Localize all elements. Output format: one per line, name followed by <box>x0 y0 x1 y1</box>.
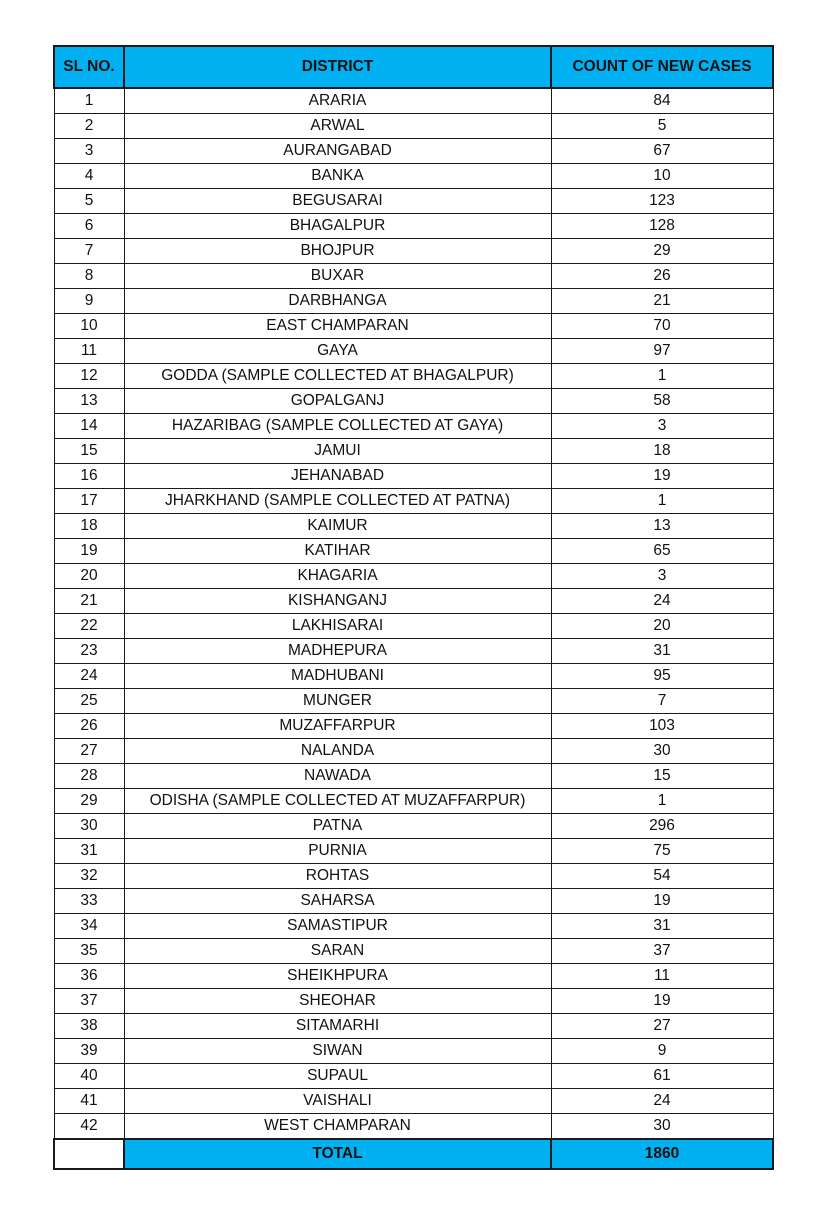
count-cell: 37 <box>551 939 773 964</box>
district-cell: NAWADA <box>124 764 551 789</box>
sl-no-cell: 42 <box>54 1114 124 1140</box>
count-cell: 70 <box>551 314 773 339</box>
table-row <box>54 164 773 189</box>
sl-no-cell: 13 <box>54 389 124 414</box>
sl-no-cell: 22 <box>54 614 124 639</box>
district-cell: GODDA (SAMPLE COLLECTED AT BHAGALPUR) <box>124 364 551 389</box>
sl-no-cell: 36 <box>54 964 124 989</box>
district-cell: WEST CHAMPARAN <box>124 1114 551 1140</box>
count-cell: 58 <box>551 389 773 414</box>
table-row <box>54 714 773 739</box>
table-row <box>54 1014 773 1039</box>
sl-no-cell: 26 <box>54 714 124 739</box>
district-cell: SITAMARHI <box>124 1014 551 1039</box>
sl-no-cell: 29 <box>54 789 124 814</box>
district-cell: GAYA <box>124 339 551 364</box>
sl-no-cell: 8 <box>54 264 124 289</box>
count-cell: 3 <box>551 414 773 439</box>
district-cell: BHAGALPUR <box>124 214 551 239</box>
district-cell: KHAGARIA <box>124 564 551 589</box>
sl-no-cell: 41 <box>54 1089 124 1114</box>
total-row <box>54 1139 773 1169</box>
district-cell: DARBHANGA <box>124 289 551 314</box>
table-row <box>54 289 773 314</box>
table-row <box>54 364 773 389</box>
district-cell: HAZARIBAG (SAMPLE COLLECTED AT GAYA) <box>124 414 551 439</box>
count-cell: 19 <box>551 464 773 489</box>
sl-no-cell: 7 <box>54 239 124 264</box>
sl-no-cell: 4 <box>54 164 124 189</box>
count-cell: 19 <box>551 889 773 914</box>
district-cell: SHEOHAR <box>124 989 551 1014</box>
header-sl-no: SL NO. <box>54 46 124 88</box>
count-cell: 75 <box>551 839 773 864</box>
sl-no-cell: 25 <box>54 689 124 714</box>
count-cell: 18 <box>551 439 773 464</box>
count-cell: 9 <box>551 1039 773 1064</box>
sl-no-cell: 12 <box>54 364 124 389</box>
district-cell: SAHARSA <box>124 889 551 914</box>
sl-no-cell: 38 <box>54 1014 124 1039</box>
district-cell: SIWAN <box>124 1039 551 1064</box>
count-cell: 128 <box>551 214 773 239</box>
sl-no-cell: 2 <box>54 114 124 139</box>
district-cell: SUPAUL <box>124 1064 551 1089</box>
district-cell: BANKA <box>124 164 551 189</box>
table-row <box>54 739 773 764</box>
count-cell: 21 <box>551 289 773 314</box>
table-row <box>54 464 773 489</box>
district-cell: PATNA <box>124 814 551 839</box>
count-cell: 31 <box>551 914 773 939</box>
district-cell: JHARKHAND (SAMPLE COLLECTED AT PATNA) <box>124 489 551 514</box>
count-cell: 30 <box>551 1114 773 1140</box>
table-row <box>54 814 773 839</box>
district-cell: JEHANABAD <box>124 464 551 489</box>
table-body <box>54 88 773 1139</box>
sl-no-cell: 30 <box>54 814 124 839</box>
total-blank-cell <box>54 1139 124 1169</box>
table-row <box>54 564 773 589</box>
sl-no-cell: 11 <box>54 339 124 364</box>
sl-no-cell: 14 <box>54 414 124 439</box>
table-row <box>54 889 773 914</box>
sl-no-cell: 28 <box>54 764 124 789</box>
table-row <box>54 514 773 539</box>
district-cell: ROHTAS <box>124 864 551 889</box>
count-cell: 27 <box>551 1014 773 1039</box>
sl-no-cell: 24 <box>54 664 124 689</box>
count-cell: 24 <box>551 1089 773 1114</box>
sl-no-cell: 40 <box>54 1064 124 1089</box>
table-row <box>54 264 773 289</box>
district-cell: SHEIKHPURA <box>124 964 551 989</box>
count-cell: 54 <box>551 864 773 889</box>
table-row <box>54 989 773 1014</box>
sl-no-cell: 34 <box>54 914 124 939</box>
table-row <box>54 239 773 264</box>
sl-no-cell: 10 <box>54 314 124 339</box>
count-cell: 15 <box>551 764 773 789</box>
count-cell: 1 <box>551 364 773 389</box>
sl-no-cell: 33 <box>54 889 124 914</box>
total-label: TOTAL <box>124 1139 551 1169</box>
district-cell: MUZAFFARPUR <box>124 714 551 739</box>
sl-no-cell: 6 <box>54 214 124 239</box>
count-cell: 13 <box>551 514 773 539</box>
sl-no-cell: 37 <box>54 989 124 1014</box>
sl-no-cell: 16 <box>54 464 124 489</box>
table-row <box>54 1114 773 1140</box>
district-cell: KATIHAR <box>124 539 551 564</box>
sl-no-cell: 9 <box>54 289 124 314</box>
table-row <box>54 1064 773 1089</box>
table-row <box>54 114 773 139</box>
table-row <box>54 689 773 714</box>
district-cell: GOPALGANJ <box>124 389 551 414</box>
header-row <box>54 46 773 88</box>
count-cell: 65 <box>551 539 773 564</box>
sl-no-cell: 32 <box>54 864 124 889</box>
table-row <box>54 489 773 514</box>
count-cell: 97 <box>551 339 773 364</box>
sl-no-cell: 18 <box>54 514 124 539</box>
table-row <box>54 414 773 439</box>
district-cell: VAISHALI <box>124 1089 551 1114</box>
table-row <box>54 214 773 239</box>
district-cell: SARAN <box>124 939 551 964</box>
sl-no-cell: 23 <box>54 639 124 664</box>
count-cell: 123 <box>551 189 773 214</box>
table-row <box>54 88 773 114</box>
count-cell: 11 <box>551 964 773 989</box>
count-cell: 7 <box>551 689 773 714</box>
count-cell: 24 <box>551 589 773 614</box>
count-cell: 26 <box>551 264 773 289</box>
district-cell: NALANDA <box>124 739 551 764</box>
table-row <box>54 614 773 639</box>
district-cell: ODISHA (SAMPLE COLLECTED AT MUZAFFARPUR) <box>124 789 551 814</box>
sl-no-cell: 20 <box>54 564 124 589</box>
sl-no-cell: 1 <box>54 88 124 114</box>
header-district: DISTRICT <box>124 46 551 88</box>
count-cell: 296 <box>551 814 773 839</box>
sl-no-cell: 3 <box>54 139 124 164</box>
table-row <box>54 789 773 814</box>
table-row <box>54 389 773 414</box>
district-cell: ARARIA <box>124 88 551 114</box>
sl-no-cell: 15 <box>54 439 124 464</box>
table-row <box>54 314 773 339</box>
sl-no-cell: 17 <box>54 489 124 514</box>
total-value: 1860 <box>551 1139 773 1169</box>
count-cell: 103 <box>551 714 773 739</box>
sl-no-cell: 19 <box>54 539 124 564</box>
sl-no-cell: 27 <box>54 739 124 764</box>
count-cell: 3 <box>551 564 773 589</box>
district-cell: ARWAL <box>124 114 551 139</box>
table-row <box>54 914 773 939</box>
table-row <box>54 964 773 989</box>
table-row <box>54 864 773 889</box>
district-cell: MADHUBANI <box>124 664 551 689</box>
table-row <box>54 1039 773 1064</box>
district-cell: BHOJPUR <box>124 239 551 264</box>
count-cell: 10 <box>551 164 773 189</box>
district-cell: BUXAR <box>124 264 551 289</box>
table-row <box>54 539 773 564</box>
district-cell: AURANGABAD <box>124 139 551 164</box>
district-cell: PURNIA <box>124 839 551 864</box>
table-row <box>54 939 773 964</box>
count-cell: 5 <box>551 114 773 139</box>
district-cell: LAKHISARAI <box>124 614 551 639</box>
district-cell: MUNGER <box>124 689 551 714</box>
table-row <box>54 664 773 689</box>
district-cell: KISHANGANJ <box>124 589 551 614</box>
district-cell: SAMASTIPUR <box>124 914 551 939</box>
count-cell: 20 <box>551 614 773 639</box>
cases-table <box>53 45 774 1170</box>
district-cell: KAIMUR <box>124 514 551 539</box>
table-row <box>54 189 773 214</box>
count-cell: 84 <box>551 88 773 114</box>
table-row <box>54 339 773 364</box>
count-cell: 61 <box>551 1064 773 1089</box>
count-cell: 19 <box>551 989 773 1014</box>
sl-no-cell: 35 <box>54 939 124 964</box>
count-cell: 29 <box>551 239 773 264</box>
table-row <box>54 639 773 664</box>
district-cell: BEGUSARAI <box>124 189 551 214</box>
table-row <box>54 839 773 864</box>
count-cell: 1 <box>551 789 773 814</box>
sl-no-cell: 21 <box>54 589 124 614</box>
district-cell: MADHEPURA <box>124 639 551 664</box>
sl-no-cell: 31 <box>54 839 124 864</box>
sl-no-cell: 5 <box>54 189 124 214</box>
count-cell: 95 <box>551 664 773 689</box>
table-row <box>54 139 773 164</box>
table-row <box>54 439 773 464</box>
district-cell: JAMUI <box>124 439 551 464</box>
count-cell: 31 <box>551 639 773 664</box>
table-row <box>54 589 773 614</box>
district-cell: EAST CHAMPARAN <box>124 314 551 339</box>
table-row <box>54 764 773 789</box>
count-cell: 67 <box>551 139 773 164</box>
table-row <box>54 1089 773 1114</box>
header-count: COUNT OF NEW CASES <box>551 46 773 88</box>
count-cell: 30 <box>551 739 773 764</box>
sl-no-cell: 39 <box>54 1039 124 1064</box>
count-cell: 1 <box>551 489 773 514</box>
